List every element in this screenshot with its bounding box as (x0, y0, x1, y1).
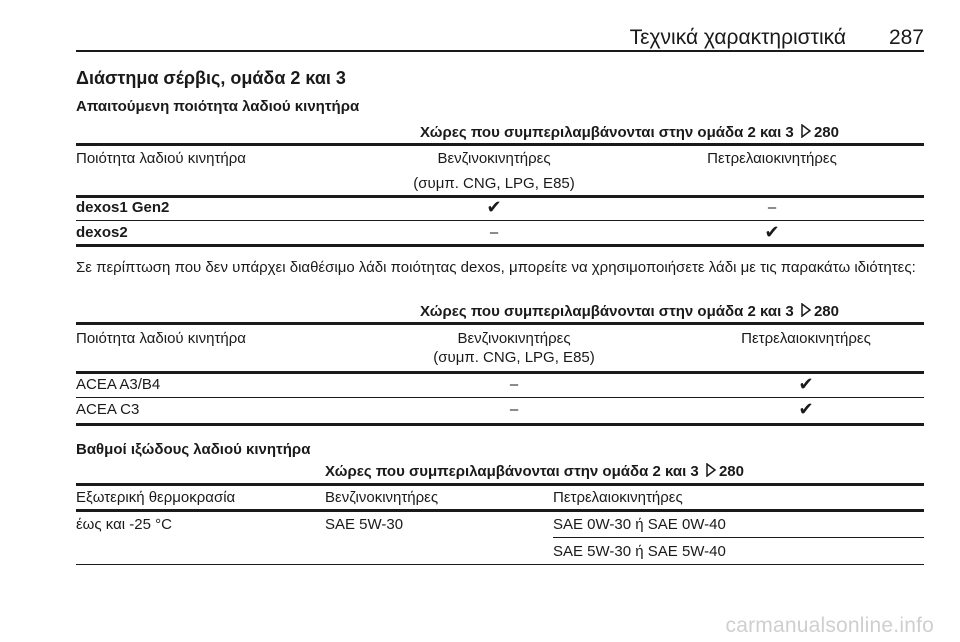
table1-heading: Απαιτούμενη ποιότητα λαδιού κινητήρα (76, 98, 360, 115)
table2-row-diesel-value: ✔ (798, 374, 814, 394)
table2-row-diesel-value: ✔ (798, 399, 814, 419)
table1-caption-text: Χώρες που συμπεριλαμβάνονται στην ομάδα 2 και 3 (420, 124, 794, 141)
table3-heading: Βαθμοί ιξώδους λαδιού κινητήρα (76, 441, 311, 458)
table2-caption-ref[interactable]: 280 (813, 303, 839, 320)
table2-row-petrol-value: – (509, 376, 519, 393)
section-title: Διάστημα σέρβις, ομάδα 2 και 3 (76, 68, 346, 88)
table3-col-diesel: Πετρελαιοκινητήρες (553, 489, 683, 506)
table1-col-petrol: Βενζινοκινητήρες (437, 150, 551, 167)
table1-bottom-rule (76, 244, 924, 247)
table3-caption-text: Χώρες που συμπεριλαμβάνονται στην ομάδα 2 και 3 (325, 463, 699, 480)
page-reference-arrow-icon (800, 124, 812, 138)
table1-caption-ref[interactable]: 280 (813, 124, 839, 141)
table3-caption-ref[interactable]: 280 (718, 463, 744, 480)
table3-col-temperature: Εξωτερική θερμοκρασία (76, 489, 236, 506)
table1-row-divider (76, 220, 924, 221)
table1-row-label: dexos2 (76, 224, 128, 241)
table2-col-diesel: Πετρελαιοκινητήρες (741, 330, 871, 347)
table3-row-temperature: έως και -25 °C (76, 516, 172, 533)
table2-col-quality: Ποιότητα λαδιού κινητήρα (76, 330, 246, 347)
table2-col-petrol: Βενζινοκινητήρες (457, 330, 571, 347)
table1-col-petrol-note: (συμπ. CNG, LPG, E85) (413, 175, 575, 192)
table1-row-petrol-value: – (489, 224, 499, 241)
page-title: Τεχνικά χαρακτηριστικά (629, 26, 846, 49)
table3-row-divider (553, 537, 924, 538)
oil-quality-table (76, 124, 924, 244)
page-reference-arrow-icon (800, 303, 812, 317)
page-number: 287 (888, 26, 924, 49)
table3-row-diesel-value: SAE 0W-30 ή SAE 0W-40 (553, 516, 726, 533)
table2-caption-text: Χώρες που συμπεριλαμβάνονται στην ομάδα 2 και 3 (420, 303, 794, 320)
table2-row-divider (76, 397, 924, 398)
table3-bottom-rule (76, 564, 924, 565)
body-paragraph: Σε περίπτωση που δεν υπάρχει διαθέσιμο λάδι ποιότητας dexos, μπορείτε να χρησιμοποιήσετε λάδι με τις παρακάτω ιδιότητες: (76, 259, 916, 276)
table3-header-rule (76, 509, 924, 512)
table2-top-rule (76, 322, 924, 325)
table3-col-petrol: Βενζινοκινητήρες (325, 489, 439, 506)
table2-row-label: ACEA C3 (76, 401, 140, 418)
table2-header-rule (76, 371, 924, 374)
alternative-oil-table (76, 303, 924, 428)
table1-row-label: dexos1 Gen2 (76, 199, 170, 216)
table2-row-petrol-value: – (509, 401, 519, 418)
table2-caption (420, 303, 839, 320)
table1-row-diesel-value: ✔ (764, 222, 780, 242)
table3-row-petrol-value: SAE 5W-30 (325, 516, 404, 533)
table1-col-diesel: Πετρελαιοκινητήρες (707, 150, 837, 167)
table3-caption (325, 463, 744, 480)
page-reference-arrow-icon (705, 463, 717, 477)
page-header (76, 22, 924, 52)
table1-caption (420, 124, 839, 141)
table2-col-petrol-note: (συμπ. CNG, LPG, E85) (433, 349, 595, 366)
table3-row-diesel-value: SAE 5W-30 ή SAE 5W-40 (553, 543, 726, 560)
table3-top-rule (76, 483, 924, 486)
table1-row-petrol-value: ✔ (486, 197, 502, 217)
watermark: carmanualsonline.info (725, 614, 934, 637)
table2-bottom-rule (76, 423, 924, 426)
viscosity-table (76, 463, 924, 565)
table1-top-rule (76, 143, 924, 146)
table2-row-label: ACEA A3/B4 (76, 376, 161, 393)
table1-col-quality: Ποιότητα λαδιού κινητήρα (76, 150, 246, 167)
table1-row-diesel-value: – (767, 199, 777, 216)
